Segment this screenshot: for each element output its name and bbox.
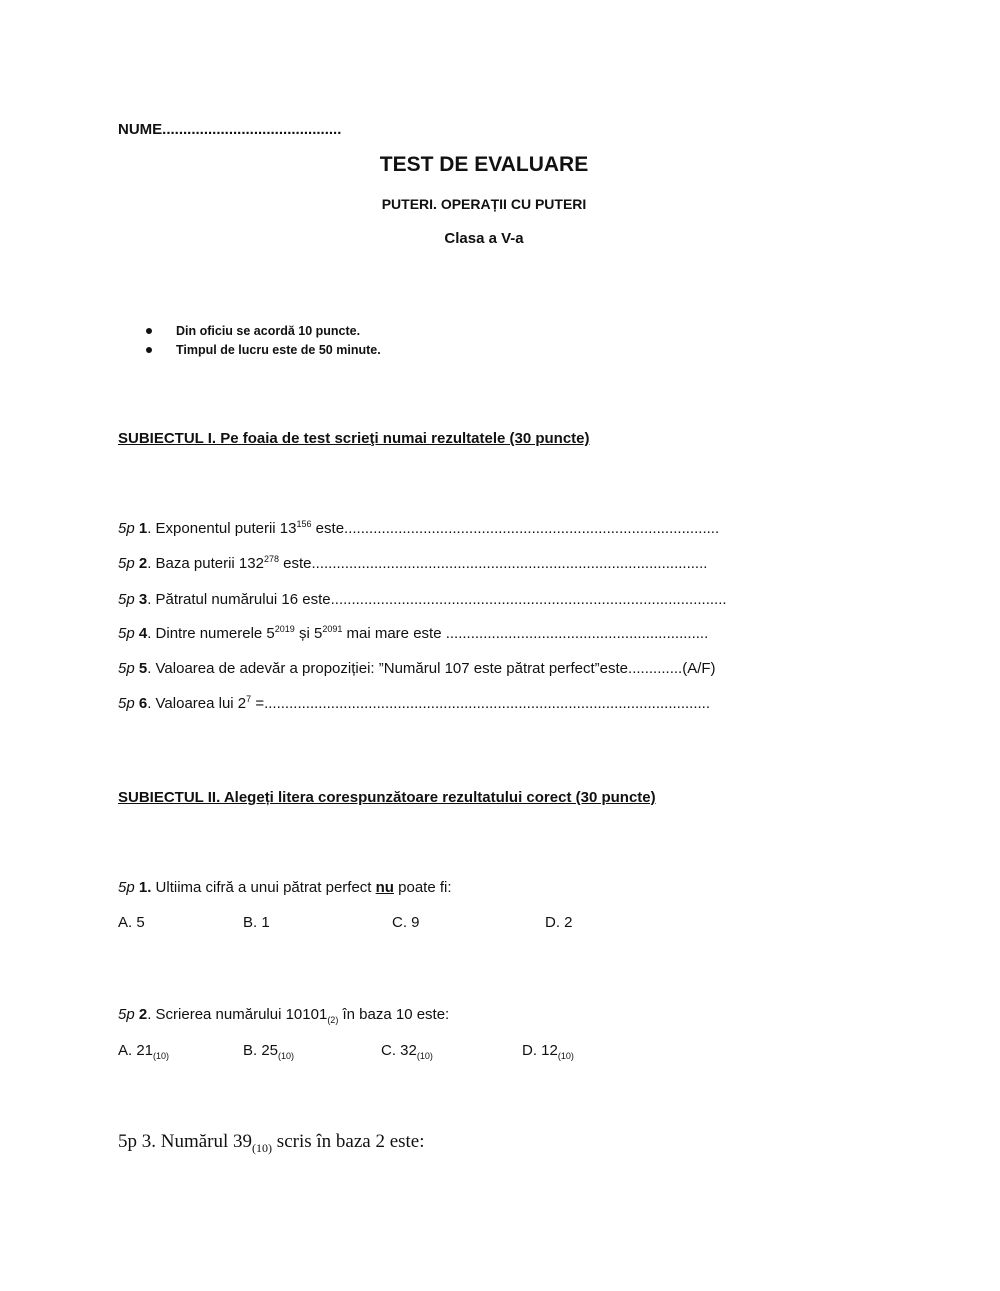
option-b[interactable] bbox=[243, 1042, 294, 1059]
option-value: B. 25 bbox=[243, 1042, 279, 1059]
base-subscript: (10) bbox=[416, 1051, 433, 1061]
page-title: TEST DE EVALUARE bbox=[379, 153, 589, 176]
bullet-icon bbox=[146, 328, 152, 334]
question-text: . Dintre numerele 5 bbox=[147, 625, 275, 642]
answer-blank: este............................................................................................... bbox=[278, 555, 708, 572]
option-value: A. 21 bbox=[118, 1042, 154, 1059]
question-text: . Valoarea de adevăr a propoziției: ”Numărul 107 este pătrat perfect”este.............(A/F) bbox=[147, 660, 716, 677]
question-text: în baza 10 este: bbox=[338, 1006, 450, 1023]
emphasis-word: nu bbox=[375, 879, 394, 896]
question-text: . Scrierea numărului 10101 bbox=[147, 1006, 328, 1023]
question-number: 3 bbox=[138, 591, 148, 608]
option-d[interactable] bbox=[522, 1042, 574, 1059]
question-text: poate fi: bbox=[393, 879, 452, 896]
exponent: 7 bbox=[246, 694, 252, 704]
answer-blank: =........................................................................................................... bbox=[251, 695, 711, 712]
question-2 bbox=[118, 555, 707, 572]
list-item bbox=[146, 321, 381, 340]
option-b[interactable]: B. 1 bbox=[243, 914, 270, 931]
base-subscript: (10) bbox=[153, 1051, 170, 1061]
instruction-text: Din oficiu se acordă 10 puncte. bbox=[176, 323, 361, 338]
exponent: 156 bbox=[296, 519, 312, 529]
question-text: . Exponentul puterii 13 bbox=[147, 520, 297, 537]
question-text: 5p 3. Numărul 39 bbox=[118, 1131, 253, 1152]
question-number: 1. bbox=[138, 879, 152, 896]
section1-heading: SUBIECTUL I. Pe foaia de test scrieţi numai rezultatele (30 puncte) bbox=[118, 430, 590, 447]
list-item bbox=[146, 340, 381, 359]
instruction-text: Timpul de lucru este de 50 minute. bbox=[176, 342, 381, 357]
option-a[interactable]: A. 5 bbox=[118, 914, 145, 931]
answer-blank: este.......................................................................................... bbox=[311, 520, 720, 537]
question-points: 5p bbox=[118, 1006, 135, 1023]
option-a[interactable] bbox=[118, 1042, 169, 1059]
question-points: 5p bbox=[118, 591, 135, 608]
question-number: 2 bbox=[138, 1006, 148, 1023]
base-subscript: (2) bbox=[327, 1015, 339, 1025]
question-3 bbox=[118, 591, 727, 608]
question-text: și 5 bbox=[294, 625, 323, 642]
base-subscript: (10) bbox=[557, 1051, 574, 1061]
mc-question-1 bbox=[118, 879, 452, 896]
question-points: 5p bbox=[118, 879, 135, 896]
option-d[interactable]: D. 2 bbox=[545, 914, 573, 931]
mc-question-3 bbox=[118, 1131, 425, 1153]
exponent: 2091 bbox=[322, 624, 343, 634]
question-number: 2 bbox=[138, 555, 148, 572]
question-number: 6 bbox=[138, 695, 148, 712]
question-points: 5p bbox=[118, 625, 135, 642]
option-value: C. 32 bbox=[381, 1042, 417, 1059]
base-subscript: (10) bbox=[278, 1051, 295, 1061]
mc-question-2 bbox=[118, 1006, 449, 1023]
exponent: 278 bbox=[263, 554, 279, 564]
question-5 bbox=[118, 660, 716, 677]
question-text: . Baza puterii 132 bbox=[147, 555, 264, 572]
question-points: 5p bbox=[118, 660, 135, 677]
option-value: D. 12 bbox=[522, 1042, 558, 1059]
section2-heading: SUBIECTUL II. Alegeți litera corespunzătoare rezultatului corect (30 puncte) bbox=[118, 789, 656, 806]
option-c[interactable]: C. 9 bbox=[392, 914, 420, 931]
question-text: . Pătratul numărului 16 este............................................................................................... bbox=[147, 591, 727, 608]
question-text: . Valoarea lui 2 bbox=[147, 695, 247, 712]
question-1 bbox=[118, 520, 719, 537]
name-line: NUME........................................... bbox=[118, 121, 342, 138]
instructions-list bbox=[146, 321, 381, 359]
bullet-icon bbox=[146, 347, 152, 353]
exponent: 2019 bbox=[274, 624, 295, 634]
question-points: 5p bbox=[118, 520, 135, 537]
page-subtitle: PUTERI. OPERAȚII CU PUTERI bbox=[381, 196, 587, 212]
answer-blank: mai mare este ............................................................... bbox=[342, 625, 709, 642]
question-number: 5 bbox=[138, 660, 148, 677]
question-number: 4 bbox=[138, 625, 148, 642]
base-subscript: (10) bbox=[252, 1140, 273, 1155]
option-c[interactable] bbox=[381, 1042, 433, 1059]
grade-label: Clasa a V-a bbox=[444, 230, 524, 247]
question-points: 5p bbox=[118, 555, 135, 572]
question-4 bbox=[118, 625, 708, 642]
question-number: 1 bbox=[138, 520, 148, 537]
question-text: Ultiima cifră a unui pătrat perfect bbox=[151, 879, 376, 896]
question-6 bbox=[118, 695, 710, 712]
question-points: 5p bbox=[118, 695, 135, 712]
question-text: scris în baza 2 este: bbox=[272, 1131, 425, 1152]
